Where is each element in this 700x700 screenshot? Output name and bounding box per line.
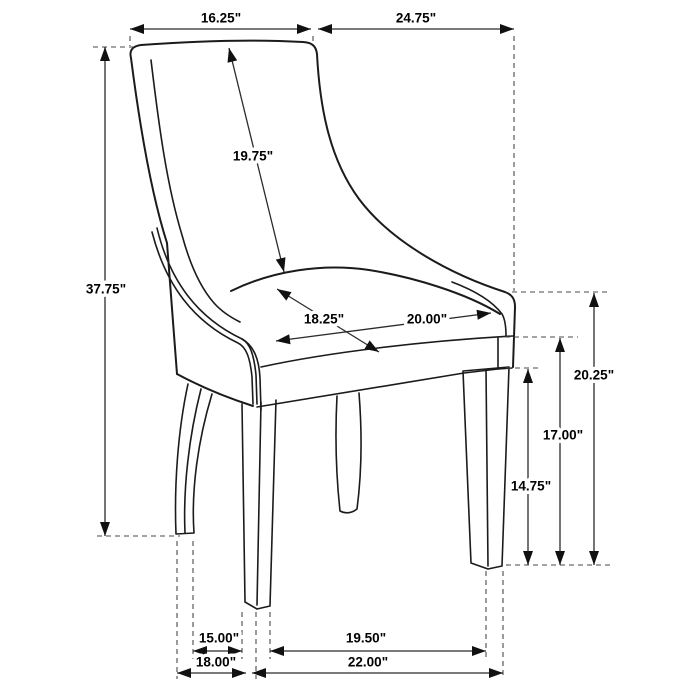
arrowhead bbox=[228, 48, 238, 63]
arrowhead bbox=[270, 646, 284, 656]
dim-leg-gap-side bbox=[193, 631, 242, 656]
arrowhead bbox=[500, 24, 514, 34]
dim-label-backrest-diagonal: 19.75" bbox=[232, 148, 274, 164]
dim-label-front-leg-outer-span: 22.00" bbox=[347, 654, 389, 670]
dim-label-seat-height: 17.00" bbox=[542, 427, 584, 443]
front-left-leg bbox=[242, 400, 276, 609]
arrowhead bbox=[589, 293, 599, 307]
dim-label-seat-front-top-height: 20.25" bbox=[573, 367, 615, 383]
dim-leg-height bbox=[511, 369, 551, 565]
dim-label-overall-height: 37.75" bbox=[85, 281, 127, 297]
seat-apron-seam bbox=[261, 336, 513, 367]
arrowhead bbox=[523, 369, 533, 383]
dim-top-front-projection bbox=[318, 11, 514, 34]
apron-bottom-edge bbox=[257, 368, 512, 407]
dim-label-leg-height: 14.75" bbox=[510, 478, 552, 494]
rear-left-leg bbox=[176, 384, 213, 534]
arrowhead bbox=[318, 24, 332, 34]
chair-back-inner-panel bbox=[151, 60, 240, 322]
arrowhead bbox=[477, 310, 492, 320]
dim-label-back-top-width: 16.25" bbox=[200, 10, 242, 26]
chair-side-bottom-edge bbox=[177, 374, 253, 406]
arrowhead bbox=[130, 24, 144, 34]
arrowhead bbox=[252, 668, 266, 678]
extension-lines bbox=[93, 36, 615, 679]
arrowhead bbox=[276, 334, 291, 344]
arrowhead bbox=[365, 340, 380, 352]
arrowhead bbox=[276, 257, 286, 272]
arrowhead bbox=[297, 24, 311, 34]
dim-label-seat-depth: 18.25" bbox=[303, 311, 345, 327]
dim-label-seat-width: 20.00" bbox=[406, 311, 448, 327]
dim-front-leg-outer-span bbox=[252, 655, 503, 678]
dim-overall-height bbox=[86, 47, 126, 536]
dim-label-front-leg-inner-span: 19.50" bbox=[345, 630, 387, 646]
arrowhead bbox=[100, 522, 110, 536]
arrowhead bbox=[555, 551, 565, 565]
arrowhead bbox=[523, 551, 533, 565]
arrowhead bbox=[177, 668, 191, 678]
arrowhead bbox=[589, 551, 599, 565]
dim-base-depth-side bbox=[177, 655, 246, 678]
arrowhead bbox=[472, 646, 486, 656]
dim-seat-depth bbox=[277, 289, 379, 352]
dim-label-base-depth-side: 18.00" bbox=[195, 654, 237, 670]
dim-back-top-width bbox=[130, 11, 311, 34]
dim-label-leg-gap-side: 15.00" bbox=[198, 630, 240, 646]
chair-back-left-edge bbox=[131, 58, 177, 374]
dim-label-top-front-projection: 24.75" bbox=[395, 10, 437, 26]
arrowhead bbox=[277, 289, 292, 301]
dim-backrest-diagonal bbox=[228, 48, 286, 272]
arrowhead bbox=[489, 668, 503, 678]
rear-right-leg bbox=[336, 393, 361, 513]
front-right-leg bbox=[463, 367, 509, 569]
dim-front-leg-inner-span bbox=[270, 631, 486, 656]
arrowhead bbox=[555, 338, 565, 352]
arrowhead bbox=[100, 47, 110, 61]
